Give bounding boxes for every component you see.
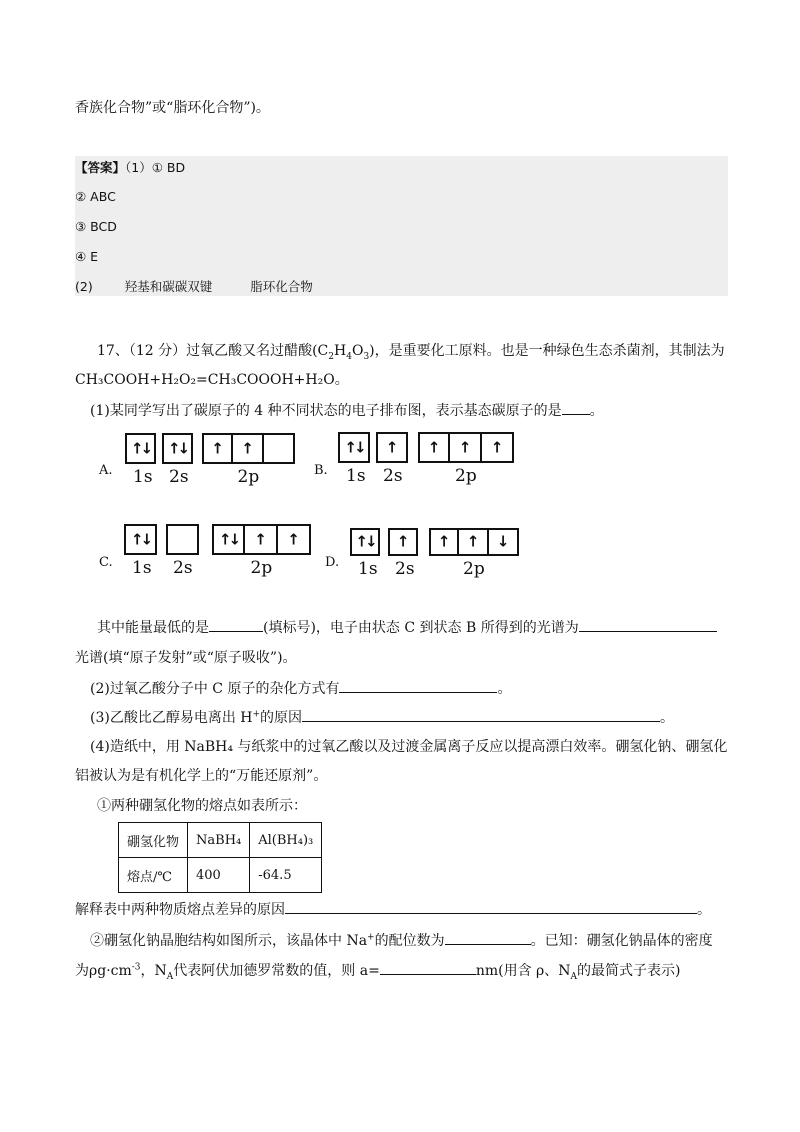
blank[interactable] bbox=[562, 400, 590, 415]
answer-text: （1）① BD bbox=[125, 160, 186, 175]
q17-part4-last-e: 的最简式子表示) bbox=[577, 963, 681, 979]
electron-arrow: ↑↓ bbox=[130, 439, 151, 457]
orbital-box-1s bbox=[350, 528, 380, 556]
answer-line-4: ④ E bbox=[75, 249, 99, 264]
orbital-label-2s: 2s bbox=[395, 559, 415, 579]
electron-arrow: ↓ bbox=[496, 532, 510, 551]
q17-part3-a: (3)乙酸比乙醇易电离出 H bbox=[90, 710, 253, 726]
q17-part3-b: 的原因 bbox=[260, 710, 303, 726]
electron-arrow: ↑ bbox=[241, 439, 254, 457]
orbital-box-2p bbox=[418, 432, 450, 463]
orbital-box-2p bbox=[429, 528, 459, 556]
answer-line-2: ② ABC bbox=[75, 189, 116, 204]
table-cell: 400 bbox=[188, 858, 250, 893]
q17-part2-text: (2)过氧乙酸分子中 C 原子的杂化方式有 bbox=[90, 681, 340, 697]
electron-arrow: ↑ bbox=[287, 530, 300, 548]
q17-part3 bbox=[90, 707, 674, 728]
orbital-box-2p bbox=[202, 433, 233, 464]
blank[interactable] bbox=[285, 899, 697, 914]
electron-arrow: ↑↓ bbox=[355, 532, 375, 551]
blank[interactable] bbox=[445, 930, 531, 945]
q17-part4-explain-text: 解释表中两种物质熔点差异的原因 bbox=[75, 902, 285, 918]
q17-part1-end: 。 bbox=[589, 403, 604, 419]
orbital-box-2s bbox=[162, 433, 193, 464]
electron-arrow: ↑↓ bbox=[167, 439, 188, 457]
orbital-box-1s bbox=[124, 524, 157, 555]
q17-intro-line-2: CH₃COOH+H₂O₂=CH₃COOOH+H₂O。 bbox=[75, 372, 349, 388]
q17-part4-line1: (4)造纸中，用 NaBH₄ 与纸浆中的过氧乙酸以及过渡金属离子反应以提高漂白效率。硼氢化钠、硼氢化 bbox=[90, 739, 728, 755]
blank[interactable] bbox=[302, 707, 660, 722]
table-cell: NaBH₄ bbox=[188, 823, 250, 858]
electron-arrow: ↑↓ bbox=[130, 530, 151, 548]
answer-part-a: 羟基和碳碳双键 bbox=[124, 279, 213, 294]
answer-box bbox=[75, 156, 728, 296]
borohydride-table bbox=[118, 822, 322, 893]
orbital-box-2p bbox=[278, 524, 311, 555]
orbital-label-2p: 2p bbox=[237, 467, 260, 487]
electron-arrow: ↑ bbox=[254, 530, 267, 548]
q17-part1b-b: (填标号)，电子由状态 C 到状态 B 所得到的光谱为 bbox=[263, 620, 579, 636]
q17-part4-sub2-c: 。已知：硼氢化钠晶体的密度 bbox=[530, 933, 713, 949]
sup: -3 bbox=[131, 962, 141, 973]
table-cell: 硼氢化物 bbox=[119, 823, 188, 858]
electron-arrow: ↑ bbox=[490, 438, 504, 456]
orbital-label-1s: 1s bbox=[132, 558, 152, 578]
orbital-label-1s: 1s bbox=[346, 466, 366, 486]
continued-text: 香族化合物”或“脂环化合物”)。 bbox=[75, 100, 270, 116]
orbital-box-2p bbox=[459, 528, 489, 556]
q17-part1b-a: 其中能量最低的是 bbox=[97, 620, 209, 636]
orbital-box-1s bbox=[338, 432, 370, 463]
blank[interactable] bbox=[339, 678, 497, 693]
orbital-box-2p bbox=[482, 432, 514, 463]
option-letter: A. bbox=[99, 463, 113, 478]
table-cell: Al(BH₄)₃ bbox=[250, 823, 322, 858]
orbital-label-2p: 2p bbox=[250, 558, 273, 578]
answer-part-b: 脂环化合物 bbox=[250, 279, 313, 294]
electron-arrow: ↑ bbox=[385, 438, 399, 456]
electron-arrow: ↑ bbox=[211, 439, 224, 457]
q17-intro-c: H bbox=[334, 343, 347, 359]
q17-part4-explain-end: 。 bbox=[697, 902, 711, 918]
q17-intro-a: 17、（12 分）过氧乙酸又名过醋酸(C bbox=[97, 343, 329, 359]
electron-arrow: ↑ bbox=[437, 532, 451, 551]
orbital-label-1s: 1s bbox=[358, 559, 378, 579]
answer-line-3: ③ BCD bbox=[75, 219, 117, 234]
electron-arrow: ↑ bbox=[396, 532, 410, 551]
orbital-box-2p bbox=[233, 433, 264, 464]
orbital-box-2s bbox=[388, 528, 418, 556]
sub: 2 bbox=[328, 351, 334, 362]
option-letter: C. bbox=[99, 555, 113, 570]
orbital-box-2s bbox=[166, 524, 199, 555]
table-row bbox=[119, 858, 322, 893]
q17-part4-line2: 铝被认为是有机化学上的“万能还原剂”。 bbox=[75, 768, 328, 784]
electron-arrow: ↑ bbox=[427, 438, 441, 456]
q17-part4-sub2-b: 的配位数为 bbox=[374, 933, 445, 949]
electron-arrow: ↑ bbox=[458, 438, 472, 456]
answer-label: 【答案】 bbox=[75, 160, 126, 175]
q17-part4-last-c: 代表阿伏加德罗常数的值，则 a= bbox=[173, 963, 380, 979]
table-cell: -64.5 bbox=[250, 858, 322, 893]
table-header-row bbox=[119, 823, 322, 858]
orbital-box-2s bbox=[376, 432, 408, 463]
sub: A bbox=[570, 971, 578, 982]
electron-arrow: ↑↓ bbox=[218, 530, 239, 548]
q17-intro-line-1 bbox=[97, 341, 725, 361]
q17-part1c: 光谱(填“原子发射”或“原子吸收”)。 bbox=[75, 650, 297, 666]
blank[interactable] bbox=[209, 617, 263, 632]
sup: + bbox=[367, 932, 375, 943]
sub: A bbox=[166, 971, 174, 982]
sup: + bbox=[252, 709, 261, 720]
option-letter: D. bbox=[325, 555, 340, 570]
q17-part3-end: 。 bbox=[660, 710, 675, 726]
orbital-label-2s: 2s bbox=[173, 558, 193, 578]
q17-part1-text: (1)某同学写出了碳原子的 4 种不同状态的电子排布图，表示基态碳原子的是 bbox=[90, 403, 562, 419]
q17-intro-e: O bbox=[351, 343, 364, 359]
sub: 4 bbox=[346, 351, 352, 362]
q17-part4-last-b: ，N bbox=[140, 963, 167, 979]
electron-arrow: ↑ bbox=[466, 532, 480, 551]
q17-part1b bbox=[97, 617, 717, 638]
answer-line-5 bbox=[75, 278, 313, 296]
orbital-box-2p bbox=[245, 524, 278, 555]
orbital-box-2p bbox=[264, 433, 295, 464]
sub: 3 bbox=[363, 351, 370, 362]
option-letter: B. bbox=[314, 463, 328, 478]
q17-part1 bbox=[90, 400, 604, 421]
q17-part4-sub2-a: ②硼氢化钠晶胞结构如图所示，该晶体中 Na bbox=[90, 933, 368, 949]
q17-part4-last bbox=[75, 960, 680, 981]
orbital-box-2p bbox=[212, 524, 245, 555]
orbital-label-2s: 2s bbox=[383, 466, 403, 486]
orbital-box-1s bbox=[125, 433, 156, 464]
electron-arrow: ↑↓ bbox=[344, 438, 364, 456]
q17-intro-g: )，是重要化工原料。也是一种绿色生态杀菌剂，其制法为 bbox=[369, 343, 725, 359]
orbital-label-1s: 1s bbox=[133, 467, 153, 487]
orbital-label-2p: 2p bbox=[455, 466, 477, 486]
blank[interactable] bbox=[380, 960, 476, 975]
blank[interactable] bbox=[579, 617, 717, 632]
orbital-label-2p: 2p bbox=[463, 559, 485, 579]
orbital-box-2p bbox=[450, 432, 482, 463]
q17-part2-end: 。 bbox=[497, 681, 512, 697]
q17-part4-sub1: ①两种硼氢化物的熔点如表所示： bbox=[97, 798, 307, 814]
answer-num: (2) bbox=[75, 279, 93, 294]
q17-part2 bbox=[90, 678, 511, 699]
q17-part4-sub2 bbox=[90, 930, 713, 951]
q17-part4-last-d: nm(用含 ρ、N bbox=[475, 963, 571, 979]
q17-part4-explain bbox=[75, 899, 711, 920]
table-cell: 熔点/℃ bbox=[119, 858, 188, 893]
orbital-box-2p bbox=[489, 528, 519, 556]
orbital-label-2s: 2s bbox=[169, 467, 189, 487]
answer-line-1 bbox=[75, 159, 185, 177]
q17-part4-last-a: 为ρg·cm bbox=[75, 963, 132, 979]
